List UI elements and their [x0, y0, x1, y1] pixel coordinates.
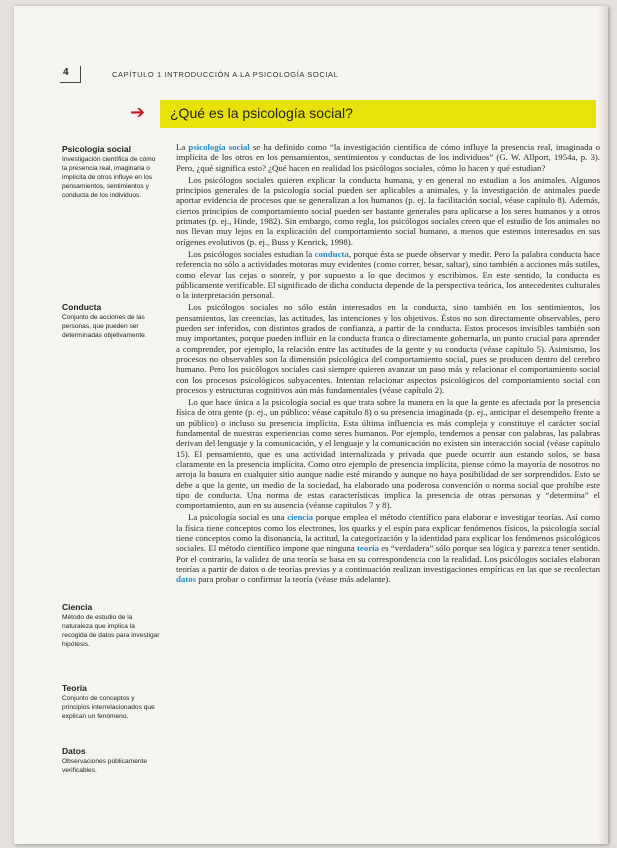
running-head-text: CAPÍTULO 1 INTRODUCCIÓN A LA PSICOLOGÍA SOCIAL	[112, 70, 339, 79]
text-run: La	[176, 142, 189, 152]
section-title: ¿Qué es la psicología social?	[170, 105, 353, 121]
glossary-definition: Conjunto de acciones de las personas, que pueden ser determinadas objetivamente.	[62, 314, 147, 339]
keyword-conducta: conducta	[314, 248, 349, 259]
text-run: La psicología social es una	[188, 512, 288, 523]
glossary-term: Datos	[62, 746, 86, 756]
glossary-entry-teoria	[62, 683, 162, 721]
paragraph-6	[176, 512, 600, 584]
text-run: se ha definido como “la investigación científica de cómo influye la presencia real, imaginada o implícita de los otros en los pensamientos, sentimientos y conductas de los individuos” (G. W. Allport, 1954a, p. 3). Pero, ¿qué significa esto? ¿Qué hacen en realidad los psicólogos sociales, cómo lo hacen y qué estudian?	[176, 142, 600, 173]
text-run: , porque ésta se puede observar y medir. Pero la palabra conducta hace referencia no sólo a actividades motoras muy evidentes (como correr, besar, saltar), sino también a acciones más sutiles, como elevar las cejas o sonreír, y por supuesto a lo que decimos y escribimos. En este sentido, la conducta es públicamente verificable. El significado de dicha conducta depende de la perspectiva teórica, los antecedentes culturales o la interpretación personal.	[176, 248, 600, 301]
text-run: porque emplea el método científico para elaborar e investigar teorías. Así como la física tiene conceptos como los electrones, los quarks y el espín para explicar fenómenos físicos, la psicología social tiene conceptos como la disonancia, la actitud, la categorización y la identidad para explicar los fenómenos psicológicos sociales. El método científico impone que ninguna	[176, 512, 601, 554]
page-number: 4	[63, 67, 69, 78]
keyword-ciencia: ciencia	[287, 512, 314, 523]
glossary-term: Teoría	[62, 683, 87, 693]
right-arrow-icon: ➔	[130, 102, 146, 123]
glossary-definition: Observaciones públicamente verificables.	[62, 758, 148, 774]
glossary-entry-psicologia-social	[62, 144, 162, 200]
glossary-entry-ciencia	[62, 602, 162, 649]
keyword-teoria: teoría	[356, 543, 379, 554]
paragraph-4: Los psicólogos sociales no sólo están interesados en la conducta, sino también en los sentimientos, los pensamientos, las creencias, las actitudes, las intenciones y los objetivos. Éstos no son directamente observables, pero pueden ser inferidos, con distintos grados de confianza, a partir de la conducta. Estos procesos invisibles también son muy importantes, porque pueden influir en la conducta franca o directamente gobernarla, un punto crucial para aprender a comprender, por ejemplo, la relación entre las actitudes de la gente y su conducta (véase capítulo 5). Asimismo, los procesos no observables son la dimensión psicológica del comportamiento social, pues se producen dentro del cerebro humano. Pero los psicólogos sociales casi siempre quieren avanzar un paso más y relacionar el comportamiento social con los procesos psicológicos subyacentes. Intentan relacionar aspectos psicológicos del comportamiento social con procesos y estructuras cognitivos aún más fundamentales (véase capítulo 2).	[176, 302, 600, 395]
text-run: Los psicólogos sociales estudian la	[188, 248, 315, 259]
glossary-term: Psicología social	[62, 144, 131, 154]
paragraph-2: Los psicólogos sociales quieren explicar la conducta humana, y en general no estudian a los animales. Algunos principios generales de la psicología social pueden ser aplicables a animales, y la investigación de animales puede aportar evidencia de procesos que se generalizan a los humanos (p. ej. la facilitación social, véase capítulo 8). Además, ciertos principios de comportamiento social pueden ser bastante generales para aplicarse a los seres humanos y a otros primates (p. ej., Hinde, 1982). Sin embargo, como regla, los psicólogos sociales creen que el estudio de los animales no nos llevan muy lejos en la explicación del comportamiento social humano, a menos que estemos interesados en sus orígenes evolutivos (p. ej., Buss y Kenrick, 1998).	[176, 174, 600, 247]
paragraph-3	[176, 249, 600, 300]
glossary-entry-datos	[62, 746, 162, 775]
glossary-definition: Investigación científica de cómo la presencia real, imaginaria o implícita de otros influye en los pensamientos, sentimientos y conducta de los individuos.	[62, 156, 156, 199]
text-run: para probar o confirmar la teoría (véase más adelante).	[196, 574, 391, 585]
keyword-psicologia-social: psicología social	[188, 142, 250, 152]
glossary-entry-conducta	[62, 302, 162, 340]
text-run: es “verdadera” sólo porque sea lógica y parezca tener sentido. Por el contrario, la validez de una teoría se basa en su correspondencia con la realidad. Los psicólogos sociales elaboran teorías a partir de datos o de teorías previas y a continuación realizan investigaciones empíricas en las que se recolectan	[176, 543, 601, 574]
glossary-term: Ciencia	[62, 602, 93, 612]
body-text	[176, 142, 600, 586]
book-page	[14, 6, 608, 844]
paragraph-1	[176, 142, 600, 173]
glossary-definition: Método de estudio de la naturaleza que implica la recogida de datos para investigar hipótesis.	[62, 614, 160, 648]
paragraph-5: Lo que hace única a la psicología social es que trata sobre la manera en la que la gente es afectada por la presencia física de otra gente (p. ej., un público: véase capítulo 8) o su presencia imaginada (p. ej., anticipar el desempeño frente a un público) o incluso su presencia implícita. Esta última influencia es más compleja y constituye el carácter social fundamental de nuestras experiencias como seres humanos. Por ejemplo, tendemos a pensar con palabras, las palabras derivan del lenguaje y la comunicación, y el lenguaje y la comunicación no existen sin interacción social (véase capítulo 15). El pensamiento, que es una actividad internalizada y privada que puede ocurrir aun estando solos, se basa claramente en la presencia implícita. Como otro ejemplo de presencia implícita, piense cómo la mayoría de nosotros no arroja la basura en cualquier sitio aunque nadie esté mirando y aunque no haya posibilidad de ser sorprendidos. Esto se debe a que la gente, un medio de la sociedad, ha elaborado una poderosa convención o norma social que prohíbe este tipo de conducta. Una norma de estas características implica la presencia de otras personas y “determina” el comportamiento, aun en su ausencia (véanse capítulos 7 y 8).	[176, 397, 600, 511]
running-header	[60, 66, 600, 84]
glossary-term: Conducta	[62, 302, 102, 312]
section-heading-bar	[130, 100, 596, 128]
keyword-datos: datos	[176, 574, 197, 585]
glossary-definition: Conjunto de conceptos y principios interrelacionados que explican un fenómeno.	[62, 695, 155, 720]
